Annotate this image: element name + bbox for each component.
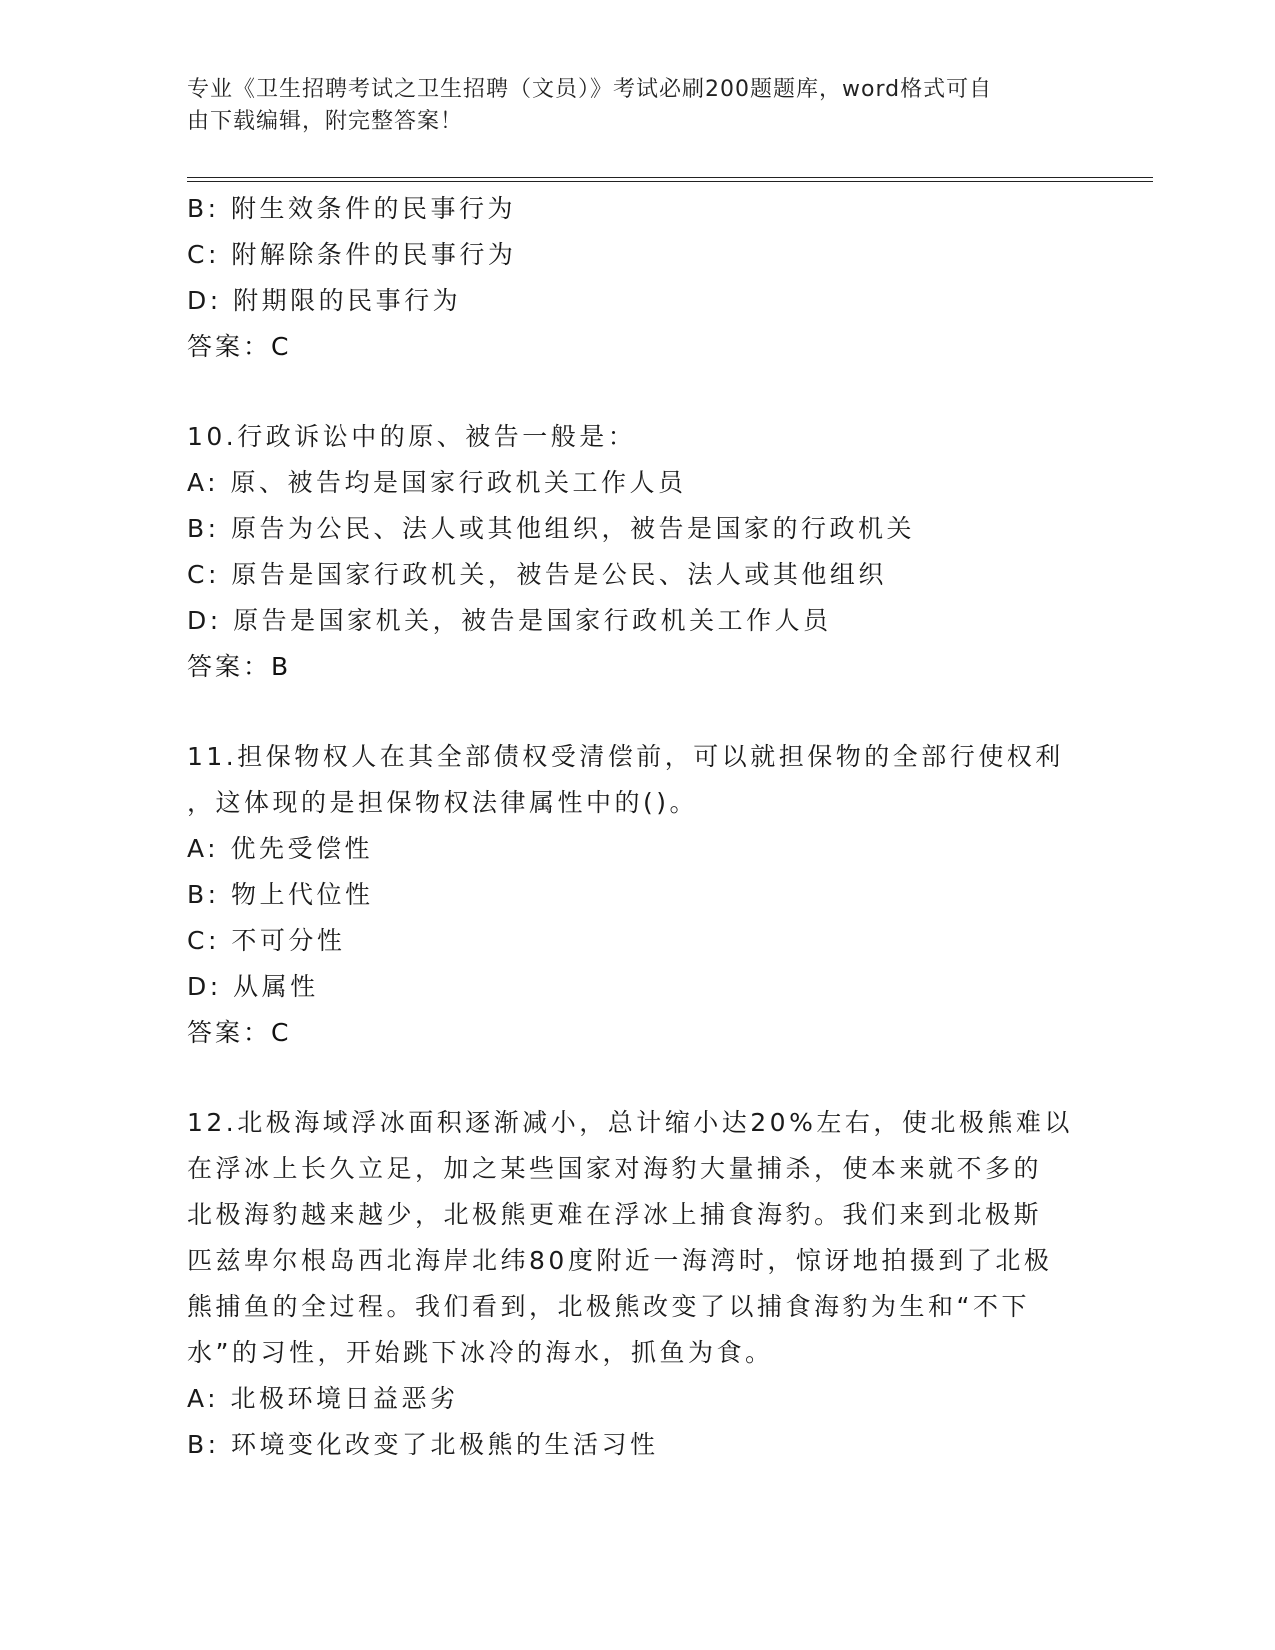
- spacer: [187, 690, 1067, 734]
- spacer: [187, 1056, 1067, 1100]
- spacer: [187, 370, 1067, 414]
- option-d: D: 从属性: [187, 972, 319, 1001]
- option-d: D: 附期限的民事行为: [187, 286, 462, 315]
- option-b: B: 物上代位性: [187, 880, 374, 909]
- question-text: 12.北极海域浮冰面积逐渐减小，总计缩小达20%左右，使北极熊难以: [187, 1108, 1073, 1137]
- page-header: [187, 74, 1067, 138]
- question-10: [187, 414, 1067, 690]
- option-b: B: 原告为公民、法人或其他组织，被告是国家的行政机关: [187, 514, 916, 543]
- option-d: D: 原告是国家机关，被告是国家行政机关工作人员: [187, 606, 832, 635]
- answer-line: 答案：B: [187, 652, 292, 681]
- question-text: 匹兹卑尔根岛西北海岸北纬80度附近一海湾时，惊讶地拍摄到了北极: [187, 1246, 1053, 1275]
- header-divider-bottom: [187, 181, 1153, 182]
- option-c: C: 不可分性: [187, 926, 346, 955]
- answer-line: 答案：C: [187, 1018, 292, 1047]
- option-a: A: 原、被告均是国家行政机关工作人员: [187, 468, 687, 497]
- option-b: B: 环境变化改变了北极熊的生活习性: [187, 1430, 659, 1459]
- question-text: ，这体现的是担保物权法律属性中的()。: [187, 788, 699, 817]
- question-text: 在浮冰上长久立足，加之某些国家对海豹大量捕杀，使本来就不多的: [187, 1154, 1043, 1183]
- option-b: B: 附生效条件的民事行为: [187, 194, 517, 223]
- question-text: 10.行政诉讼中的原、被告一般是：: [187, 422, 637, 451]
- question-text: 熊捕鱼的全过程。我们看到，北极熊改变了以捕食海豹为生和“不下: [187, 1292, 1030, 1321]
- header-divider-top: [187, 177, 1153, 178]
- question-text: 11.担保物权人在其全部债权受清偿前，可以就担保物的全部行使权利: [187, 742, 1064, 771]
- option-a: A: 优先受偿性: [187, 834, 374, 863]
- question-content: [187, 186, 1073, 1468]
- header-line-1: 专业《卫生招聘考试之卫生招聘（文员）》考试必刷200题题库，word格式可自: [187, 77, 993, 102]
- answer-line: 答案：C: [187, 332, 292, 361]
- question-12: [187, 1100, 1073, 1468]
- previous-question-continuation: [187, 186, 1067, 370]
- question-11: [187, 734, 1067, 1056]
- option-c: C: 附解除条件的民事行为: [187, 240, 517, 269]
- option-a: A: 北极环境日益恶劣: [187, 1384, 459, 1413]
- option-c: C: 原告是国家行政机关，被告是公民、法人或其他组织: [187, 560, 887, 589]
- question-text: 北极海豹越来越少，北极熊更难在浮冰上捕食海豹。我们来到北极斯: [187, 1200, 1043, 1229]
- header-line-2: 由下载编辑，附完整答案！: [187, 109, 464, 134]
- question-text: 水”的习性，开始跳下冰冷的海水，抓鱼为食。: [187, 1338, 774, 1367]
